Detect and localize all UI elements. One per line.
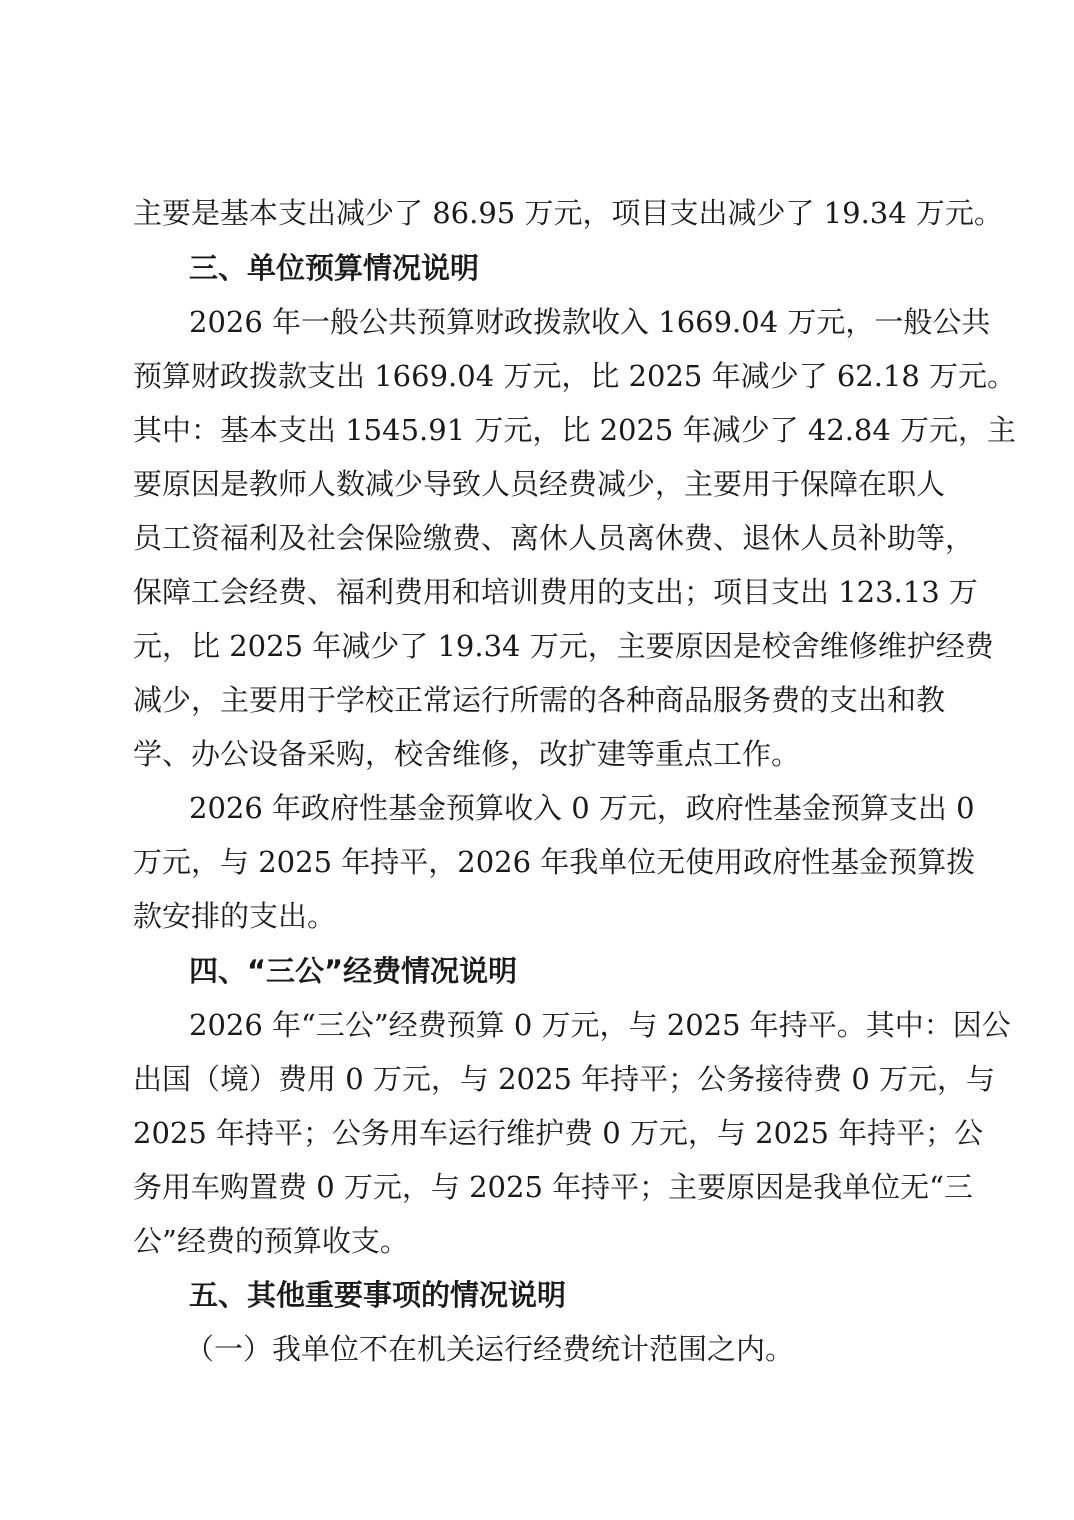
paragraph-line: 主要是基本支出减少了 86.95 万元，项目支出减少了 19.34 万元。 — [133, 196, 1003, 230]
paragraph-line: 要原因是教师人数减少导致人员经费减少，主要用于保障在职人 — [133, 467, 946, 501]
paragraph-line: 2025 年持平；公务用车运行维护费 0 万元，与 2025 年持平；公 — [133, 1116, 984, 1150]
paragraph-line: 元，比 2025 年减少了 19.34 万元，主要原因是校舍维修维护经费 — [133, 629, 994, 663]
paragraph-line: 减少，主要用于学校正常运行所需的各种商品服务费的支出和教 — [133, 683, 946, 717]
paragraph-line: 学、办公设备采购，校舍维修，改扩建等重点工作。 — [133, 737, 801, 771]
paragraph-line: 2026 年“三公”经费预算 0 万元，与 2025 年持平。其中：因公 — [189, 1008, 1011, 1042]
paragraph-line: 务用车购置费 0 万元，与 2025 年持平；主要原因是我单位无“三 — [133, 1170, 973, 1204]
paragraph-line: 员工资福利及社会保险缴费、离休人员离休费、退休人员补助等， — [133, 521, 975, 555]
section-heading-3: 三、单位预算情况说明 — [189, 251, 480, 285]
paragraph-line: 2026 年一般公共预算财政拨款收入 1669.04 万元，一般公共 — [189, 305, 991, 339]
paragraph-line: 预算财政拨款支出 1669.04 万元，比 2025 年减少了 62.18 万元。 — [133, 359, 1017, 393]
paragraph-line: 其中：基本支出 1545.91 万元，比 2025 年减少了 42.84 万元，主 — [133, 413, 1017, 447]
paragraph-line: 款安排的支出。 — [133, 899, 337, 933]
paragraph-line: 保障工会经费、福利费用和培训费用的支出；项目支出 123.13 万 — [133, 575, 978, 609]
paragraph-line: （一）我单位不在机关运行经费统计范围之内。 — [185, 1332, 795, 1366]
section-heading-4: 四、“三公”经费情况说明 — [189, 954, 518, 988]
paragraph-line: 出国（境）费用 0 万元，与 2025 年持平；公务接待费 0 万元，与 — [133, 1062, 996, 1096]
paragraph-line: 万元，与 2025 年持平，2026 年我单位无使用政府性基金预算拨 — [133, 845, 976, 879]
paragraph-line: 2026 年政府性基金预算收入 0 万元，政府性基金预算支出 0 — [189, 791, 975, 825]
section-heading-5: 五、其他重要事项的情况说明 — [189, 1278, 567, 1312]
paragraph-line: 公”经费的预算收支。 — [133, 1224, 409, 1258]
